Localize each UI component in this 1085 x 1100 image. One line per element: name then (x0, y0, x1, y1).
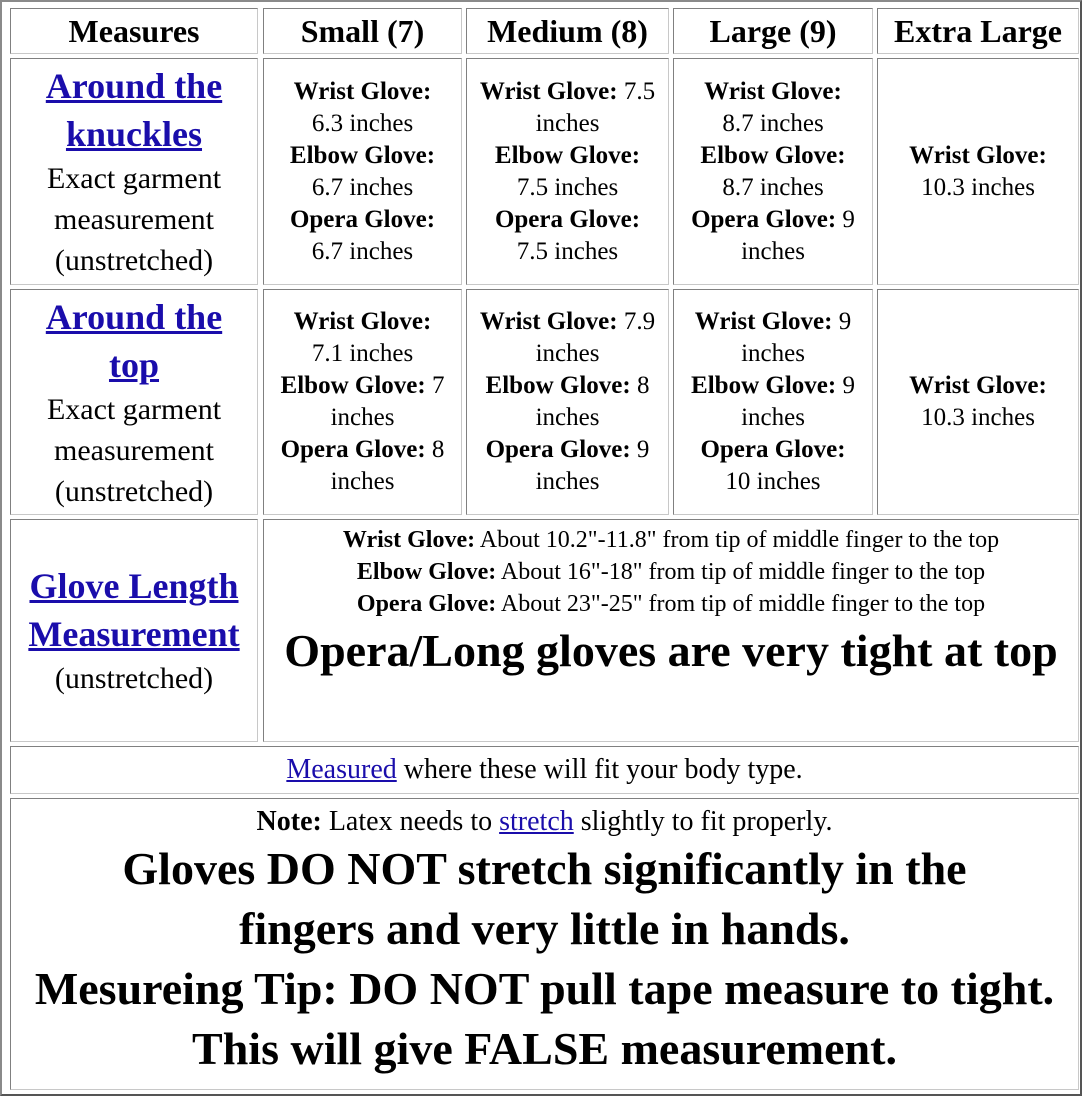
wrist-value: 10.3 inches (921, 404, 1035, 431)
wrist-value: 7.9 inches (535, 308, 656, 367)
wrist-value: 7.5 inches (535, 77, 656, 137)
header-large-label: Large (9) (709, 12, 837, 49)
link-line-2: Measurement (28, 614, 240, 654)
opera-value: 9 inches (741, 205, 855, 265)
elbow-label: Elbow Glove: (485, 372, 631, 399)
header-measures (10, 8, 258, 54)
opera-label: Opera Glove: (494, 205, 641, 233)
wrist-label: Wrist Glove: (479, 308, 618, 335)
wrist-length: About 10.2"-11.8" from tip of middle finger to the top (479, 527, 1000, 553)
wrist-label: Wrist Glove: (909, 141, 1047, 169)
stretch-warning: Gloves DO NOT stretch significantly in the fingers and very little in hands. (122, 843, 967, 954)
note-line-1: Exact garment (46, 162, 222, 195)
elbow-value: 7 inches (330, 372, 445, 431)
row-length-header (10, 519, 258, 742)
header-xl (877, 8, 1079, 54)
length-details (263, 519, 1079, 742)
elbow-value: 6.7 inches (311, 173, 414, 201)
length-line-opera (357, 588, 985, 620)
measured-row (10, 746, 1079, 794)
opera-label: Opera Glove: (691, 205, 837, 233)
note-line-3: (unstretched) (54, 244, 214, 277)
link-line-2: knuckles (65, 114, 203, 154)
elbow-label: Elbow Glove: (356, 559, 497, 585)
wrist-label: Wrist Glove: (479, 77, 618, 105)
note-line-3: (unstretched) (54, 474, 214, 508)
opera-label: Opera Glove: (700, 436, 846, 463)
elbow-label: Elbow Glove: (700, 141, 846, 169)
elbow-value: 7.5 inches (516, 173, 619, 201)
top-large (673, 289, 873, 515)
wrist-value: 7.1 inches (311, 340, 414, 367)
garment-note (47, 158, 221, 281)
header-medium (466, 8, 669, 54)
length-line-elbow (357, 556, 985, 588)
notes-row (10, 798, 1079, 1090)
knuckles-large (673, 58, 873, 285)
latex-note (257, 805, 833, 839)
link-line-2: top (108, 344, 159, 385)
note-label: Note: (256, 806, 322, 837)
header-small (263, 8, 462, 54)
unstretched-note: (unstretched) (54, 662, 214, 695)
elbow-label: Elbow Glove: (691, 372, 837, 399)
around-knuckles-link[interactable] (46, 62, 222, 158)
wrist-value: 10.3 inches (921, 173, 1035, 201)
tightness-warning: Opera/Long gloves are very tight at top (284, 625, 1058, 676)
top-xl (877, 289, 1079, 515)
opera-value: 7.5 inches (516, 237, 619, 265)
measured-text: where these will fit your body type. (403, 754, 803, 785)
wrist-value: 6.3 inches (311, 109, 414, 137)
wrist-label: Wrist Glove: (293, 308, 432, 335)
header-xl-label: Extra Large (894, 12, 1062, 49)
opera-label: Opera Glove: (280, 436, 426, 463)
top-medium (466, 289, 669, 515)
top-small (263, 289, 462, 515)
wrist-value: 8.7 inches (722, 109, 824, 137)
opera-label: Opera Glove: (485, 436, 631, 463)
knuckles-small (263, 58, 462, 285)
length-line-wrist (343, 524, 999, 556)
elbow-value: 8.7 inches (722, 173, 824, 201)
glove-length-link[interactable] (28, 562, 239, 658)
elbow-value: 9 inches (741, 372, 855, 431)
opera-length: About 23"-25" from tip of middle finger to the top (500, 591, 986, 617)
link-line-1: Around the (45, 296, 223, 337)
link-line-1: Around the (45, 66, 223, 106)
link-line-1: Glove Length (29, 566, 239, 606)
wrist-label: Wrist Glove: (909, 372, 1047, 399)
knuckles-medium (466, 58, 669, 285)
elbow-label: Elbow Glove: (280, 372, 426, 399)
note-line-2: measurement (54, 203, 214, 236)
wrist-label: Wrist Glove: (342, 527, 476, 553)
row-top-header (10, 289, 258, 515)
header-medium-label: Medium (8) (487, 12, 648, 49)
elbow-value: 8 inches (535, 372, 650, 431)
opera-value: 9 inches (535, 436, 650, 495)
knuckles-xl (877, 58, 1079, 285)
note-pre: Latex needs to (328, 806, 493, 837)
header-small-label: Small (7) (300, 12, 425, 49)
measured-link[interactable]: Measured (286, 754, 397, 785)
note-line-1: Exact garment (46, 392, 222, 426)
opera-value: 8 inches (330, 436, 445, 495)
elbow-label: Elbow Glove: (289, 141, 436, 169)
header-measures-label: Measures (68, 12, 200, 49)
opera-value: 6.7 inches (311, 237, 414, 265)
elbow-label: Elbow Glove: (494, 141, 641, 169)
note-line-2: measurement (54, 433, 214, 467)
wrist-label: Wrist Glove: (704, 77, 842, 105)
opera-label: Opera Glove: (289, 205, 436, 233)
stretch-link[interactable]: stretch (499, 806, 574, 837)
measuring-tip: Mesureing Tip: DO NOT pull tape measure to tight. This will give FALSE measurement. (34, 963, 1055, 1074)
opera-value: 10 inches (725, 468, 821, 495)
wrist-value: 9 inches (741, 308, 852, 367)
wrist-label: Wrist Glove: (293, 77, 432, 105)
row-knuckles-header (10, 58, 258, 285)
note-post: slightly to fit properly. (580, 806, 833, 837)
around-top-link[interactable] (46, 293, 222, 389)
wrist-label: Wrist Glove: (694, 308, 833, 335)
garment-note (47, 389, 221, 512)
elbow-length: About 16"-18" from tip of middle finger to the top (500, 559, 986, 585)
header-large (673, 8, 873, 54)
opera-label: Opera Glove: (356, 591, 497, 617)
